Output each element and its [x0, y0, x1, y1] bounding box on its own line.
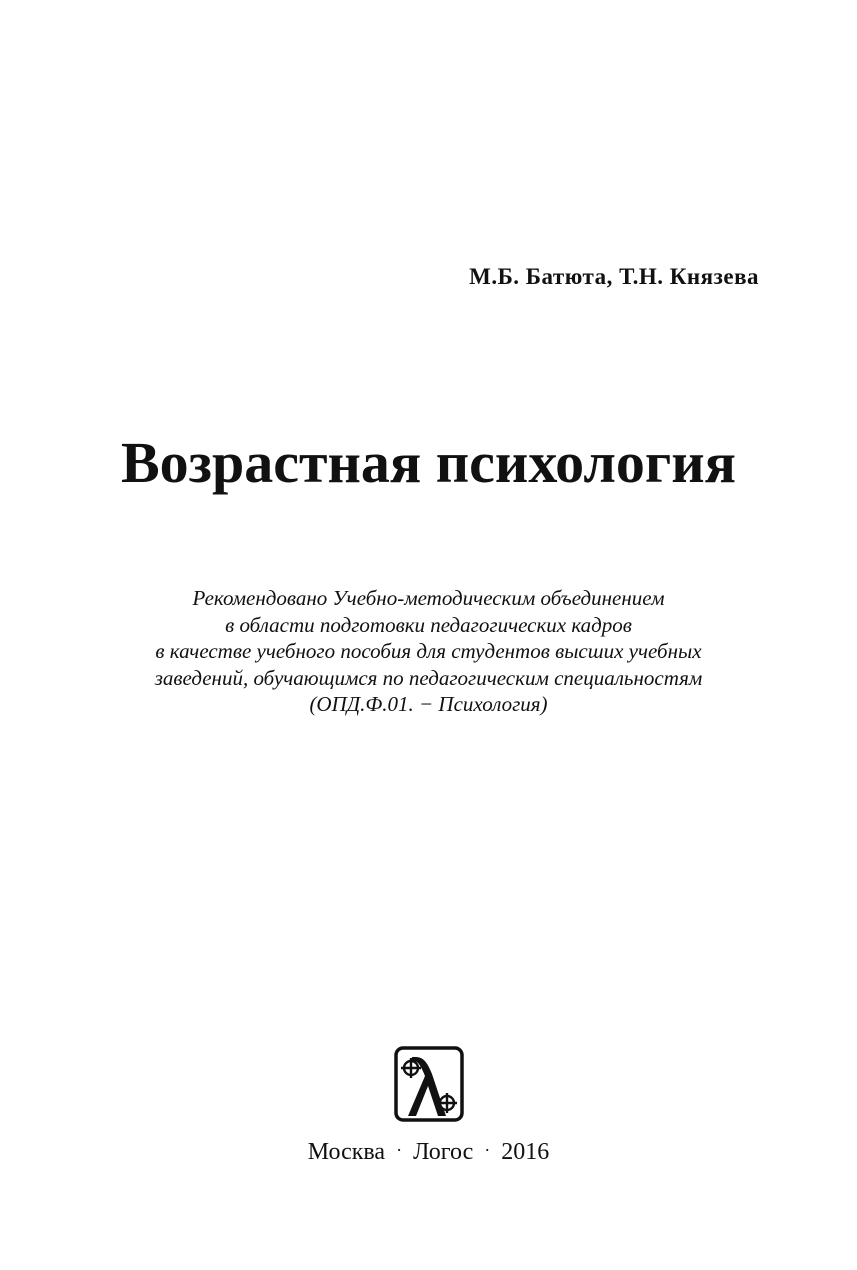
- imprint-separator: ·: [396, 1140, 403, 1160]
- book-title: Возрастная психология: [120, 430, 737, 495]
- recommendation-line: в качестве учебного пособия для студентов высших учебных: [155, 639, 702, 663]
- recommendation-line: заведений, обучающимся по педагогическим специальностям: [154, 665, 703, 690]
- recommendation-line: Рекомендовано Учебно-методическим объединением: [192, 586, 665, 610]
- imprint-separator: ·: [484, 1140, 491, 1160]
- imprint-city: Москва: [307, 1139, 386, 1165]
- imprint-line: [0, 1134, 857, 1168]
- book-authors: М.Б. Батюта, Т.Н. Князева: [469, 264, 759, 289]
- recommendation-line: (ОПД.Ф.01. − Психология): [309, 692, 548, 716]
- recommendation-line: в области подготовки педагогических кадров: [225, 612, 632, 637]
- imprint-year: 2016: [501, 1139, 550, 1165]
- imprint-publisher: Логос: [413, 1139, 474, 1165]
- publisher-logo-icon: [394, 1046, 464, 1122]
- recommendation-block: [0, 585, 857, 718]
